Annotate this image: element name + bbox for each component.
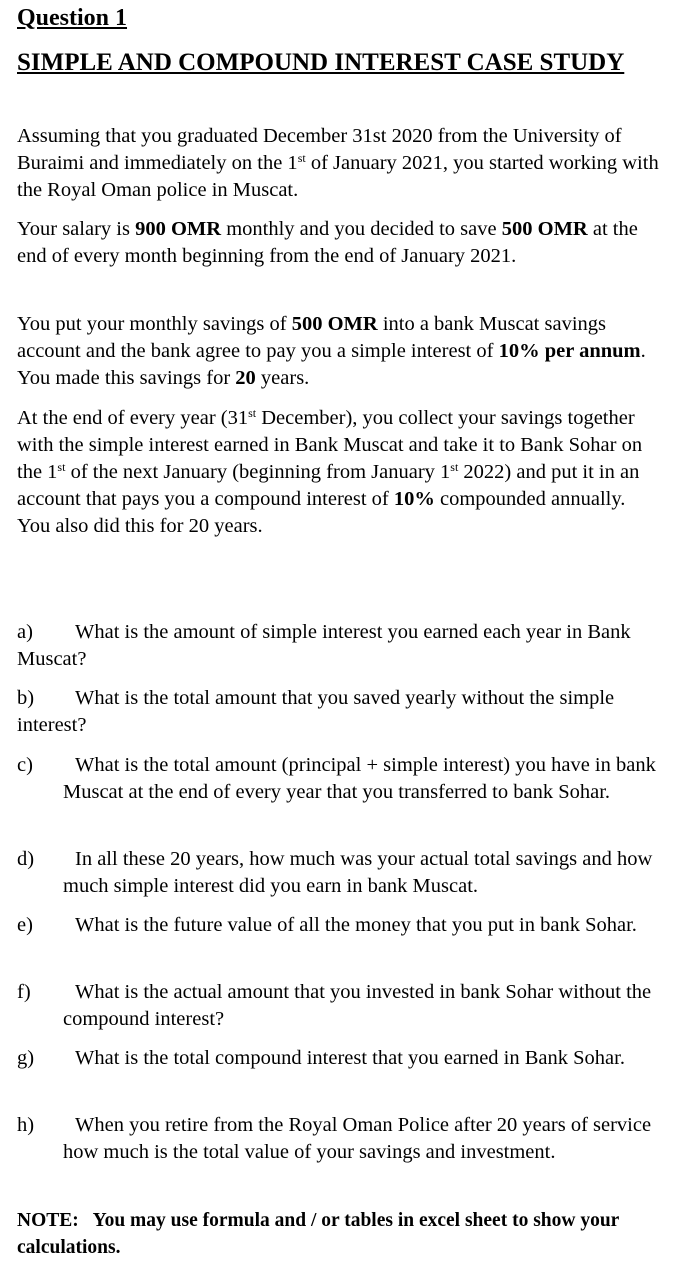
question-h [17,1112,662,1166]
simple-interest-rate: 10% per annum [498,340,641,362]
intro-p4-text-d: 2022) and put it in an account that pays you a compound interest of [17,461,640,510]
question-a-text: What is the amount of simple interest you earned each year in Bank Muscat? [17,621,631,670]
question-h-label: h) [17,1114,35,1136]
monthly-savings-amount: 500 OMR [291,313,378,335]
intro-p4-sup-2: st [57,460,66,474]
intro-p4-text-e: compounded annually. You also did this for 20 years. [17,488,626,537]
intro-p4-sup-1: st [248,406,257,420]
intro-p3-text-b: into a bank Muscat savings account and the bank agree to pay you a simple interest of [17,313,607,362]
question-d-text: In all these 20 years, how much was your actual total savings and how much simple interest did you earn in bank Muscat. [63,848,653,897]
compound-interest-rate: 10% [393,488,435,510]
intro-p4-sup-3: st [450,460,459,474]
question-e [17,912,662,939]
question-g-text: What is the total compound interest that you earned in Bank Sohar. [75,1047,625,1069]
question-f-text: What is the actual amount that you invested in bank Sohar without the compound interest? [63,981,652,1030]
question-g [17,1045,662,1072]
intro-p4-text-b: December), you collect your savings together with the simple interest earned in Bank Muscat and take it to Bank Sohar on the 1 [17,407,643,483]
question-f-label: f) [17,981,31,1003]
savings-years: 20 [235,367,256,389]
intro-paragraph-1 [17,123,662,204]
savings-amount: 500 OMR [501,218,588,240]
question-a [17,619,662,673]
intro-paragraph-2 [17,216,662,270]
intro-p3-text-a: You put your monthly savings of [17,313,292,335]
intro-p1-sup: st [297,151,306,165]
question-c-text: What is the total amount (principal + simple interest) you have in bank Muscat at the end of every year that you transferred to bank Sohar. [63,754,656,803]
intro-p2-text-a: Your salary is [17,218,136,240]
question-c [17,752,662,806]
question-b-text: What is the total amount that you saved yearly without the simple interest? [17,687,615,736]
intro-p1-text-a: Assuming that you graduated December 31st 2020 from the University of Buraimi and immediately on the 1 [17,125,622,174]
question-b [17,685,662,739]
salary-amount: 900 OMR [135,218,222,240]
note: NOTE: You may use formula and / or tables in excel sheet to show your calculations. [17,1210,624,1258]
intro-paragraph-3 [17,311,662,392]
intro-p1-text-b: of January 2021, you started working with the Royal Oman police in Muscat. [17,152,659,201]
intro-p2-text-b: monthly and you decided to save [221,218,502,240]
question-f [17,979,662,1033]
question-b-label: b) [17,687,35,709]
question-e-label: e) [17,914,33,936]
question-a-label: a) [17,621,33,643]
question-g-label: g) [17,1047,35,1069]
intro-p3-text-d: years. [255,367,310,389]
question-h-text: When you retire from the Royal Oman Police after 20 years of service how much is the total value of your savings and investment. [63,1114,652,1163]
intro-paragraph-4 [17,405,662,540]
question-title: Question 1 [17,5,128,31]
intro-p4-text-a: At the end of every year (31 [17,407,249,429]
question-c-label: c) [17,754,33,776]
intro-p2-text-c: at the end of every month beginning from the end of January 2021. [17,218,638,267]
case-study-heading: SIMPLE AND COMPOUND INTEREST CASE STUDY [17,49,625,76]
intro-p4-text-c: of the next January (beginning from January 1 [65,461,451,483]
question-d-label: d) [17,848,35,870]
intro-p3-text-c: . You made this savings for [17,340,646,389]
question-e-text: What is the future value of all the money that you put in bank Sohar. [75,914,637,936]
question-d [17,846,662,900]
